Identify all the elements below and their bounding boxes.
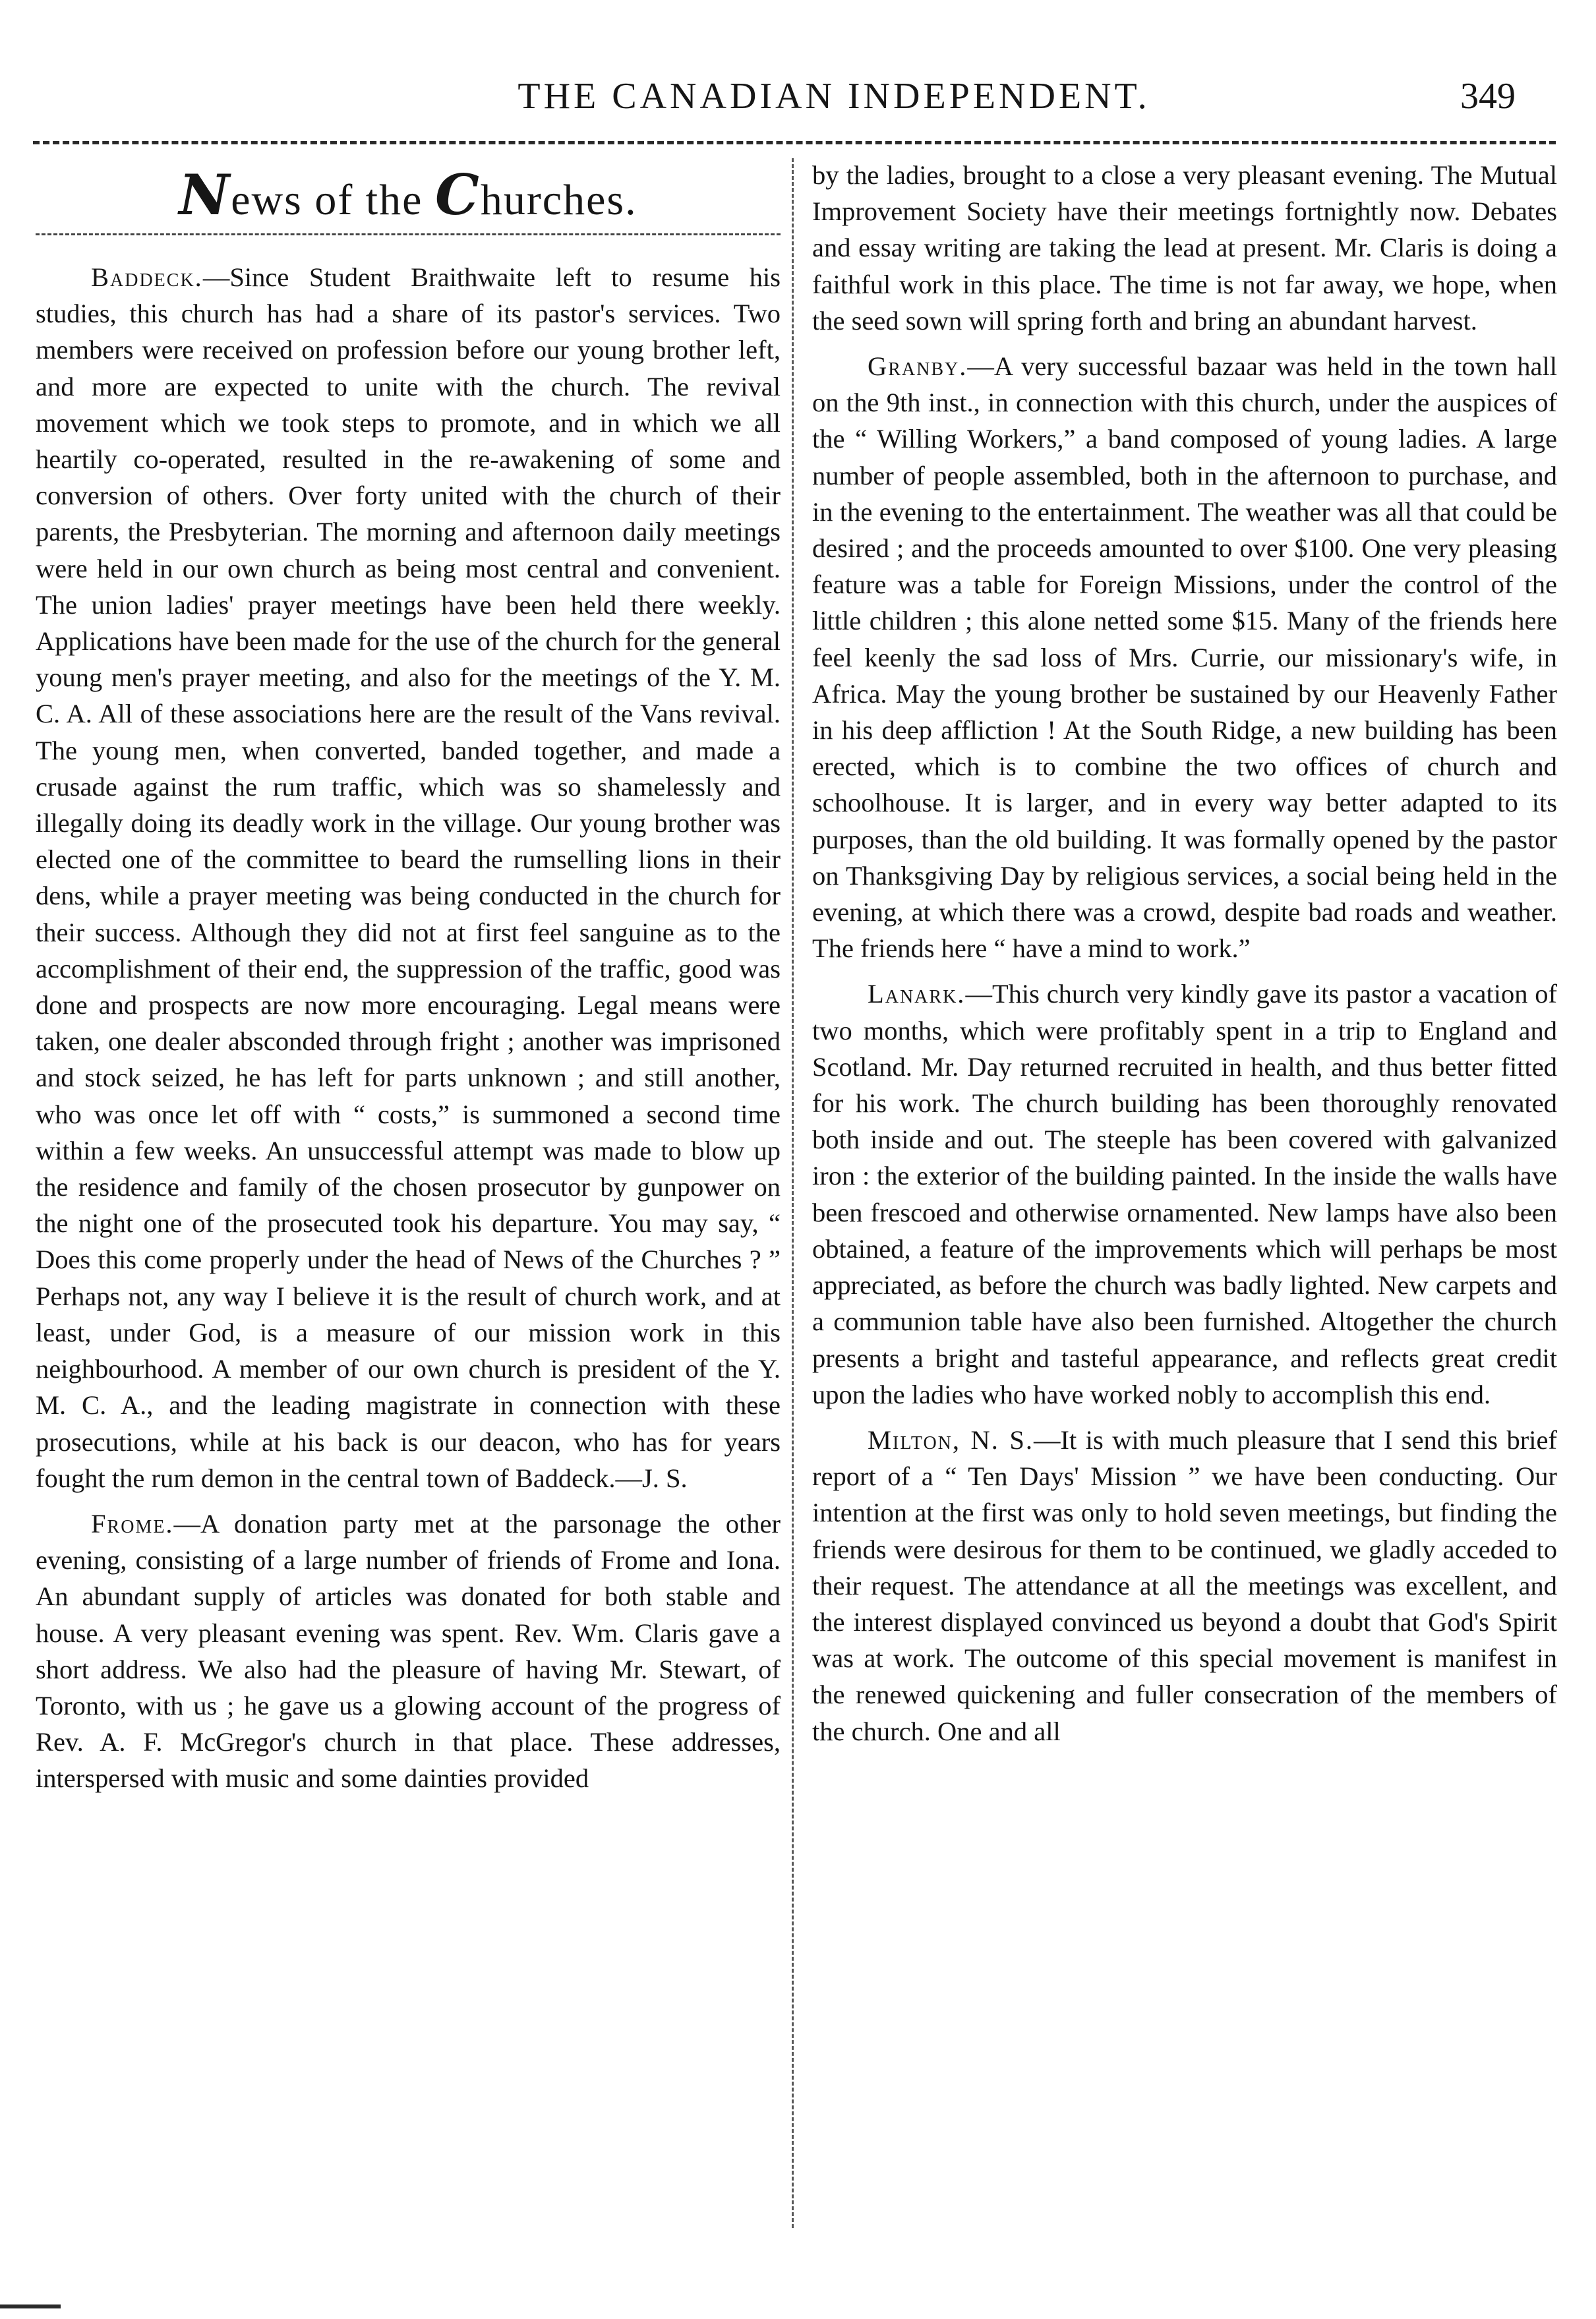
heading-rule — [36, 233, 781, 235]
article-frome — [36, 1506, 781, 1797]
left-column — [36, 157, 781, 1797]
article-text-frome-continued: by the ladies, brought to a close a very pleasant evening. The Mutual Improvement Society have their meetings fortnightly now. Debates and essay writing are taking the lead at present. Mr. Claris is doing a faithful work in this place. The time is not far away, we hope, when the seed sown will spring forth and bring an abundant harvest. — [812, 160, 1557, 336]
article-milton — [812, 1422, 1557, 1749]
article-text-frome: —A donation party met at the parsonage the other evening, consisting of a large number of friends of Frome and Iona. An abundant supply of articles was donated for both stable and house. A very pleasant evening was spent. Rev. Wm. Claris gave a short address. We also had the pleasure of having Mr. Stewart, of Toronto, with us ; he gave us a glowing account of the progress of Rev. A. F. McGregor's church in that place. These addresses, interspersed with music and some dainties provided — [36, 1508, 781, 1794]
running-title: THE CANADIAN INDEPENDENT. — [517, 76, 1150, 117]
running-head — [0, 70, 1596, 123]
article-text-milton: —It is with much pleasure that I send this brief report of a “ Ten Days' Mission ” we have been conducting. Our intention at the first was only to hold seven meetings, but finding the friends were desirous for them to be continued, we gladly acceded to their request. The attendance at all the meetings was excellent, and the interest displayed convinced us beyond a doubt that God's Spirit was at work. The outcome of this special movement is manifest in the renewed quickening and fuller consecration of the members of the church. One and all — [812, 1424, 1557, 1746]
page-number: 349 — [1460, 76, 1516, 117]
place-name-milton: Milton, N. S. — [868, 1424, 1034, 1455]
heading-text-2: hurches. — [480, 176, 637, 224]
article-text-baddeck: —Since Student Braithwaite left to resume his studies, this church has had a share of its pastor's services. Two members were received on profession before our young brother left, and more are expected to unite with the church. The revival movement which we took steps to promote, and in which we all heartily co-operated, resulted in the re-awakening of some and conversion of others. Over forty united with the church of their parents, the Presbyterian. The morning and afternoon daily meetings were held in our own church as being most central and convenient. The union ladies' prayer meetings have been held there weekly. Applications have been made for the use of the church for the general young men's prayer meeting, and also for the meetings of the Y. M. C. A. All of these associations here are the result of the Vans revival. The young men, when converted, banded together, and made a crusade against the rum traffic, which was so shamelessly and illegally doing its deadly work in the village. Our young brother was elected one of the committee to beard the rumselling lions in their dens, while a prayer meeting was being conducted in the church for their success. Although they did not at first feel sanguine as to the accomplishment of their end, the suppression of the traffic, good was done and prospects are now more encouraging. Legal means were taken, one dealer absconded through fright ; another was imprisoned and stock seized, he has left for parts unknown ; and still another, who was once let off with “ costs,” is summoned a second time within a few weeks. An unsuccessful attempt was made to blow up the residence and family of the chosen prosecutor by gunpower on the night one of the prosecuted took his departure. You may say, “ Does this come properly under the head of News of the Churches ? ” Perhaps not, any way I believe it is the result of church work, and at least, under God, is a measure of our mission work in this neighbourhood. A member of our own church is president of the Y. M. C. A., and the leading magistrate in connection with these prosecutions, while at his back is our deacon, who has for years fought the rum demon in the central town of Baddeck.—J. S. — [36, 262, 781, 1493]
article-frome-continued — [812, 157, 1557, 339]
place-name-baddeck: Baddeck. — [91, 262, 203, 292]
place-name-granby: Granby. — [868, 351, 968, 382]
article-text-granby: —A very successful bazaar was held in the town hall on the 9th inst., in connection with this church, under the auspices of the “ Willing Workers,” a band composed of young ladies. A large number of people assembled, both in the afternoon to purchase, and in the evening to the entertainment. The weather was all that could be desired ; and the proceeds amounted to over $100. One very pleasing feature was a table for Foreign Missions, under the control of the little children ; this alone netted some $15. Many of the friends here feel keenly the sad loss of Mrs. Currie, our missionary's wife, in Africa. May the young brother be sustained by our Heavenly Father in his deep affliction ! At the South Ridge, a new building has been erected, which is to combine the two offices of church and schoolhouse. It is larger, and in every way better adapted to its purposes, than the old building. It was formally opened by the pastor on Thanksgiving Day by religious services, a social being held in the evening, at which there was a crowd, despite bad roads and weather. The friends here “ have a mind to work.” — [812, 351, 1557, 964]
article-granby — [812, 348, 1557, 966]
article-baddeck — [36, 259, 781, 1496]
header-rule — [33, 141, 1556, 144]
section-heading — [36, 162, 781, 233]
heading-initial-n: N — [179, 162, 231, 227]
footer-mark — [0, 2304, 61, 2308]
heading-initial-c: C — [434, 162, 481, 227]
place-name-frome: Frome. — [91, 1508, 174, 1539]
right-column — [812, 157, 1557, 1749]
column-divider — [792, 158, 794, 2228]
article-lanark — [812, 976, 1557, 1412]
heading-text-1: ews of the — [231, 176, 435, 224]
article-text-lanark: —This church very kindly gave its pastor a vacation of two months, which were profitably spent in a trip to England and Scotland. Mr. Day returned recruited in health, and thus better fitted for his work. The church building has been thoroughly renovated both inside and out. The steeple has been covered with galvanized iron : the exterior of the building painted. In the inside the walls have been frescoed and otherwise ornamented. New lamps have also been obtained, a feature of the improvements which will perhaps be most appreciated, as before the church was badly lighted. New carpets and a communion table have also been furnished. Altogether the church presents a bright and tasteful appearance, and reflects great credit upon the ladies who have worked nobly to accomplish this end. — [812, 979, 1557, 1409]
place-name-lanark: Lanark. — [868, 979, 966, 1009]
